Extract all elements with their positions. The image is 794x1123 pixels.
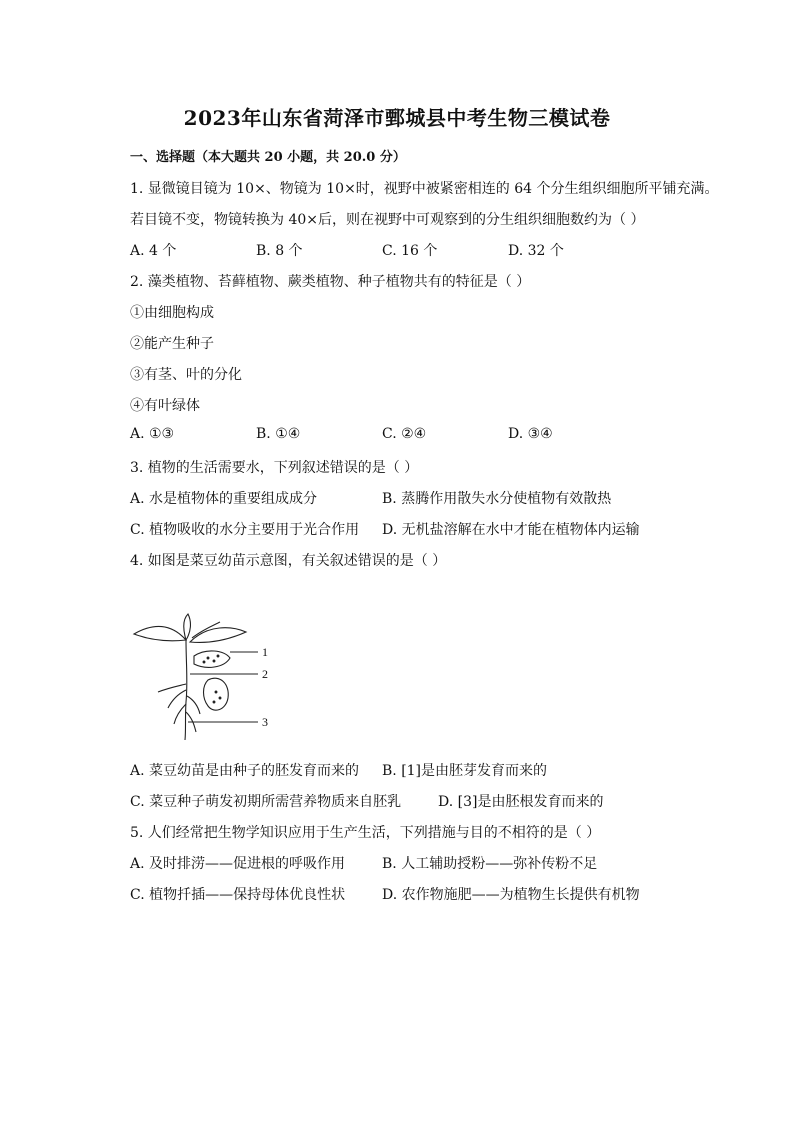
- q2-option-d: D. ③④: [508, 426, 553, 442]
- q5-option-c: C. 植物扦插——保持母体优良性状: [130, 887, 346, 903]
- q5-stem: 5. 人们经常把生物学知识应用于生产生活，下列措施与目的不相符的是（ ）: [130, 825, 601, 841]
- q3-option-a: A. 水是植物体的重要组成成分: [130, 491, 318, 507]
- q1-stem-line1: 1. 显微镜目镜为 10×、物镜为 10×时，视野中被紧密相连的 64 个分生组织细胞所平铺充满。: [130, 181, 719, 197]
- section-heading: 一、选择题（本大题共 20 小题，共 20.0 分）: [130, 150, 406, 165]
- figure-label-1: 1: [262, 645, 268, 659]
- seedling-leaf-mid: [184, 614, 191, 640]
- q1-option-a: A. 4 个: [130, 243, 177, 259]
- q2-item-3: ③有茎、叶的分化: [130, 367, 242, 383]
- q2-option-a: A. ①③: [130, 426, 175, 442]
- q5-option-d: D. 农作物施肥——为植物生长提供有机物: [382, 887, 640, 903]
- seedling-leaf-right: [190, 628, 246, 643]
- page-title: 2023年山东省菏泽市鄄城县中考生物三模试卷: [183, 106, 611, 130]
- seedling-cotyledon-2: [204, 678, 229, 710]
- q1-option-b: B. 8 个: [256, 243, 303, 259]
- q3-stem: 3. 植物的生活需要水，下列叙述错误的是（ ）: [130, 460, 419, 476]
- q5-option-a: A. 及时排涝——促进根的呼吸作用: [130, 856, 346, 872]
- seedling-cotyledon-1: [194, 651, 230, 667]
- q4-option-b: B. [1]是由胚芽发育而来的: [382, 763, 548, 779]
- q3-option-c: C. 植物吸收的水分主要用于光合作用: [130, 522, 360, 538]
- q1-option-d: D. 32 个: [508, 243, 564, 259]
- q3-option-b: B. 蒸腾作用散失水分使植物有效散热: [382, 491, 612, 507]
- q2-option-c: C. ②④: [382, 426, 427, 442]
- q2-item-4: ④有叶绿体: [130, 398, 200, 414]
- q5-option-b: B. 人工辅助授粉——弥补传粉不足: [382, 856, 598, 872]
- q4-option-c: C. 菜豆种子萌发初期所需营养物质来自胚乳: [130, 794, 402, 810]
- bean-seedling-figure: [128, 612, 288, 742]
- q2-item-2: ②能产生种子: [130, 336, 214, 352]
- q4-option-d: D. [3]是由胚根发育而来的: [438, 794, 604, 810]
- q1-stem-line2: 若目镜不变，物镜转换为 40×后，则在视野中可观察到的分生组织细胞数约为（ ）: [130, 212, 645, 228]
- figure-label-2: 2: [262, 667, 268, 681]
- q2-option-b: B. ①④: [256, 426, 301, 442]
- seedling-leaf-left: [134, 627, 186, 641]
- q2-item-1: ①由细胞构成: [130, 305, 214, 321]
- q2-stem: 2. 藻类植物、苔藓植物、蕨类植物、种子植物共有的特征是（ ）: [130, 274, 531, 290]
- q1-option-c: C. 16 个: [382, 243, 438, 259]
- figure-label-3: 3: [262, 715, 268, 729]
- q3-option-d: D. 无机盐溶解在水中才能在植物体内运输: [382, 522, 640, 538]
- q4-option-a: A. 菜豆幼苗是由种子的胚发育而来的: [130, 763, 360, 779]
- q4-stem: 4. 如图是菜豆幼苗示意图，有关叙述错误的是（ ）: [130, 553, 447, 569]
